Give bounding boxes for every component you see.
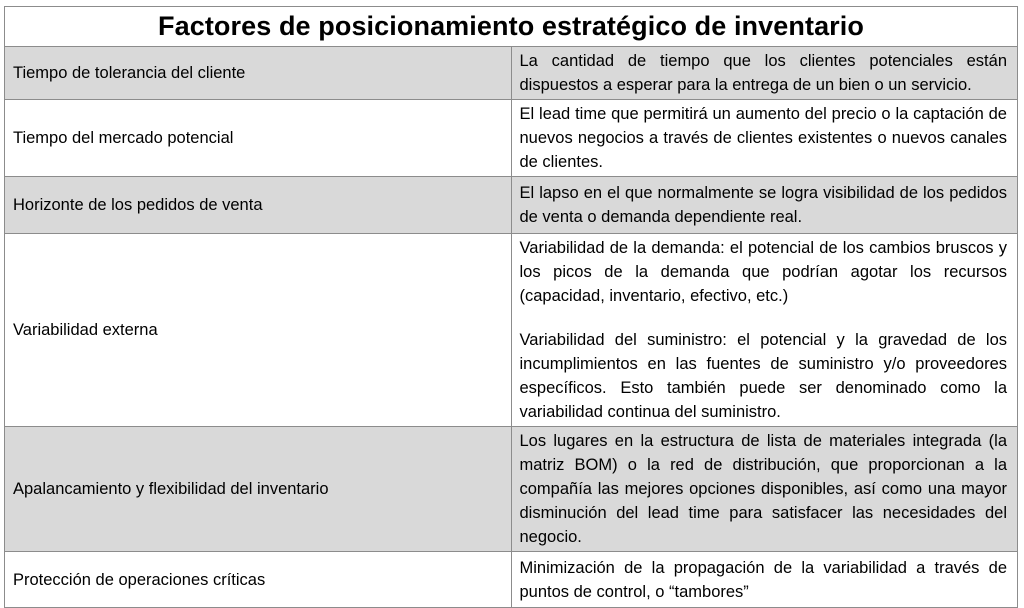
table-row — [5, 177, 1018, 234]
factor-cell: Tiempo de tolerancia del cliente — [5, 47, 512, 100]
description-text: Variabilidad del suministro: el potencial y la gravedad de los incumplimientos en las fuentes de suministro y/o proveedores específicos. Esto también puede ser denominado como la variabilidad continua del suministro. — [519, 331, 1007, 421]
description-text: La cantidad de tiempo que los clientes potenciales están dispuestos a esperar para la entrega de un bien o un servicio. — [519, 52, 1007, 94]
description-cell — [511, 552, 1018, 608]
description-cell — [511, 177, 1018, 234]
factor-cell: Apalancamiento y flexibilidad del inventario — [5, 427, 512, 552]
table-row — [5, 552, 1018, 608]
description-cell — [511, 234, 1018, 427]
table-row — [5, 100, 1018, 177]
description-text: Minimización de la propagación de la variabilidad a través de puntos de control, o “tambores” — [519, 558, 1007, 601]
factor-cell: Variabilidad externa — [5, 234, 512, 427]
table-title: Factores de posicionamiento estratégico de inventario — [5, 7, 1018, 47]
description-text: Variabilidad de la demanda: el potencial de los cambios bruscos y los picos de la demanda que podrían agotar los recursos (capacidad, inventario, efectivo, etc.) — [519, 239, 1007, 305]
description-cell — [511, 47, 1018, 100]
factor-cell: Tiempo del mercado potencial — [5, 100, 512, 177]
description-text: Los lugares en la estructura de lista de materiales integrada (la matriz BOM) o la red de distribución, que proporcionan a la compañía las mejores opciones disponibles, así como una mayor disminución del lead time para satisfacer las necesidades del negocio. — [519, 432, 1007, 546]
description-text: El lead time que permitirá un aumento del precio o la captación de nuevos negocios a través de clientes existentes o nuevos canales de clientes. — [519, 105, 1007, 171]
table-row — [5, 47, 1018, 100]
table-row — [5, 427, 1018, 552]
factor-cell: Horizonte de los pedidos de venta — [5, 177, 512, 234]
description-cell — [511, 427, 1018, 552]
table-row — [5, 234, 1018, 427]
factors-table-container — [4, 6, 1018, 601]
factors-table — [4, 6, 1018, 608]
description-cell — [511, 100, 1018, 177]
description-text: El lapso en el que normalmente se logra visibilidad de los pedidos de venta o demanda dependiente real. — [519, 184, 1007, 226]
table-title-row — [5, 7, 1018, 47]
factor-cell: Protección de operaciones críticas — [5, 552, 512, 608]
